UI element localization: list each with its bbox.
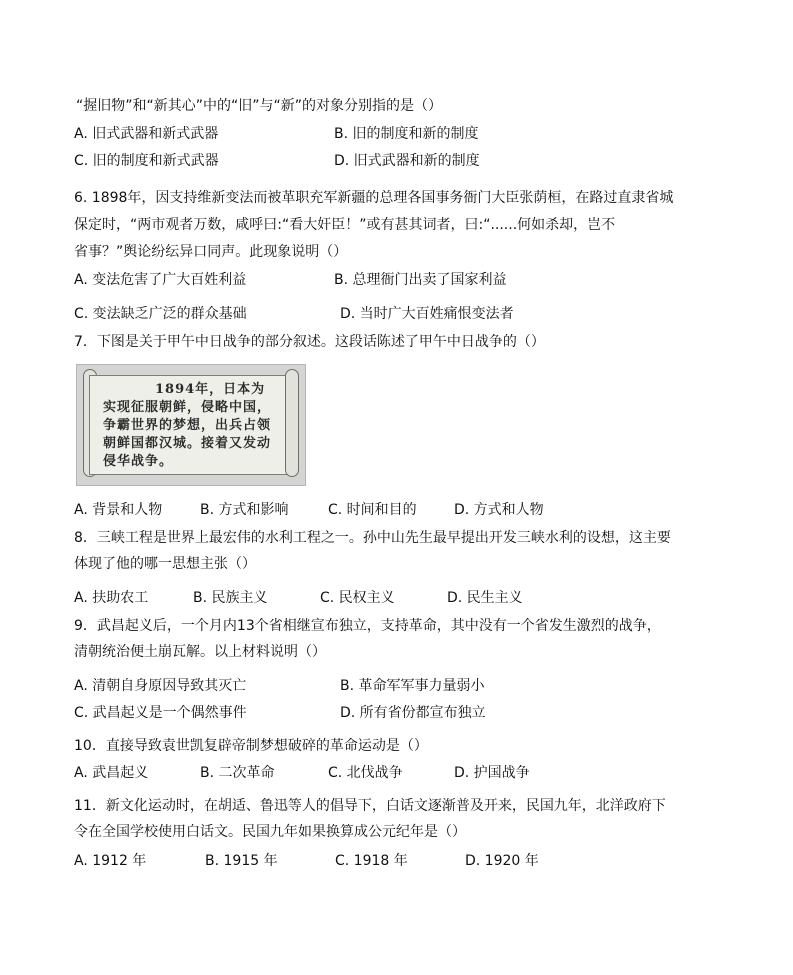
q9-stem-line-1: 9．武昌起义后，一个月内13个省相继宣布独立，支持革命，其中没有一个省发生激烈的战争， [74, 618, 661, 634]
q11-option-a: A. 1912 年 [74, 853, 147, 869]
q8-stem-line-2: 体现了他的哪一思想主张（） [74, 556, 256, 572]
q10-option-a: A. 武昌起义 [74, 765, 149, 781]
q7-option-a: A. 背景和人物 [74, 502, 163, 518]
q8-option-c: C. 民权主义 [320, 590, 395, 606]
q7-figure-text: 1894年，日本为实现征服朝鲜，侵略中国，争霸世界的梦想，出兵占领朝鲜国都汉城。接着又发动侵华战争。 [103, 382, 272, 469]
q8-option-b: B. 民族主义 [193, 590, 268, 606]
q9-option-c: C. 武昌起义是一个偶然事件 [74, 705, 247, 721]
q6-stem-line-3: 省事？”舆论纷纭异口同声。此现象说明（） [74, 244, 348, 260]
q9-option-d: D. 所有省份都宣布独立 [340, 705, 486, 721]
q7-stem: 7．下图是关于甲午中日战争的部分叙述。这段话陈述了甲午中日战争的（） [74, 334, 545, 350]
q5-option-c: C. 旧的制度和新式武器 [74, 153, 219, 169]
q7-option-b: B. 方式和影响 [200, 502, 289, 518]
q6-option-c: C. 变法缺乏广泛的群众基础 [74, 306, 247, 322]
q8-option-a: A. 扶助农工 [74, 590, 149, 606]
q5-option-b: B. 旧的制度和新的制度 [334, 126, 479, 142]
q11-stem-line-1: 11．新文化运动时，在胡适、鲁迅等人的倡导下，白话文逐渐普及开来，民国九年，北洋政府下 [74, 798, 666, 814]
q8-option-d: D. 民生主义 [447, 590, 523, 606]
q10-option-b: B. 二次革命 [200, 765, 275, 781]
q7-option-c: C. 时间和目的 [328, 502, 417, 518]
q5-option-a: A. 旧式武器和新式武器 [74, 126, 219, 142]
q6-option-b: B. 总理衙门出卖了国家利益 [334, 272, 507, 288]
q10-option-c: C. 北伐战争 [328, 765, 403, 781]
q6-stem-line-2: 保定时，“两市观者万数，咸呼曰:“看大奸臣！”或有甚其词者，曰:“......何如杀却，岂不 [74, 217, 616, 233]
q11-option-c: C. 1918 年 [335, 853, 408, 869]
q6-stem-line-1: 6. 1898年，因支持维新变法而被革职充军新疆的总理各国事务衙门大臣张荫桓，在路过直隶省城 [74, 190, 674, 206]
q11-stem-line-2: 令在全国学校使用白话文。民国九年如果换算成公元纪年是（） [74, 824, 466, 840]
q7-scroll-figure [76, 364, 306, 486]
q9-option-a: A. 清朝自身原因导致其灭亡 [74, 678, 247, 694]
q10-stem: 10．直接导致袁世凯复辟帝制梦想破碎的革命运动是（） [74, 738, 428, 754]
q7-option-d: D. 方式和人物 [454, 502, 544, 518]
q8-stem-line-1: 8．三峡工程是世界上最宏伟的水利工程之一。孙中山先生最早提出开发三峡水利的设想，这主要 [74, 530, 671, 546]
q6-option-a: A. 变法危害了广大百姓利益 [74, 272, 247, 288]
q6-option-d: D. 当时广大百姓痛恨变法者 [340, 306, 514, 322]
scroll-roll-right [285, 369, 299, 477]
q10-option-d: D. 护国战争 [454, 765, 530, 781]
q11-option-d: D. 1920 年 [465, 853, 539, 869]
q9-stem-line-2: 清朝统治便土崩瓦解。以上材料说明（） [74, 644, 326, 660]
q9-option-b: B. 革命军军事力量弱小 [340, 678, 485, 694]
q5-option-d: D. 旧式武器和新的制度 [334, 153, 480, 169]
q11-option-b: B. 1915 年 [205, 853, 278, 869]
q5-stem: “握旧物”和“新其心”中的“旧”与“新”的对象分别指的是（） [76, 98, 443, 114]
